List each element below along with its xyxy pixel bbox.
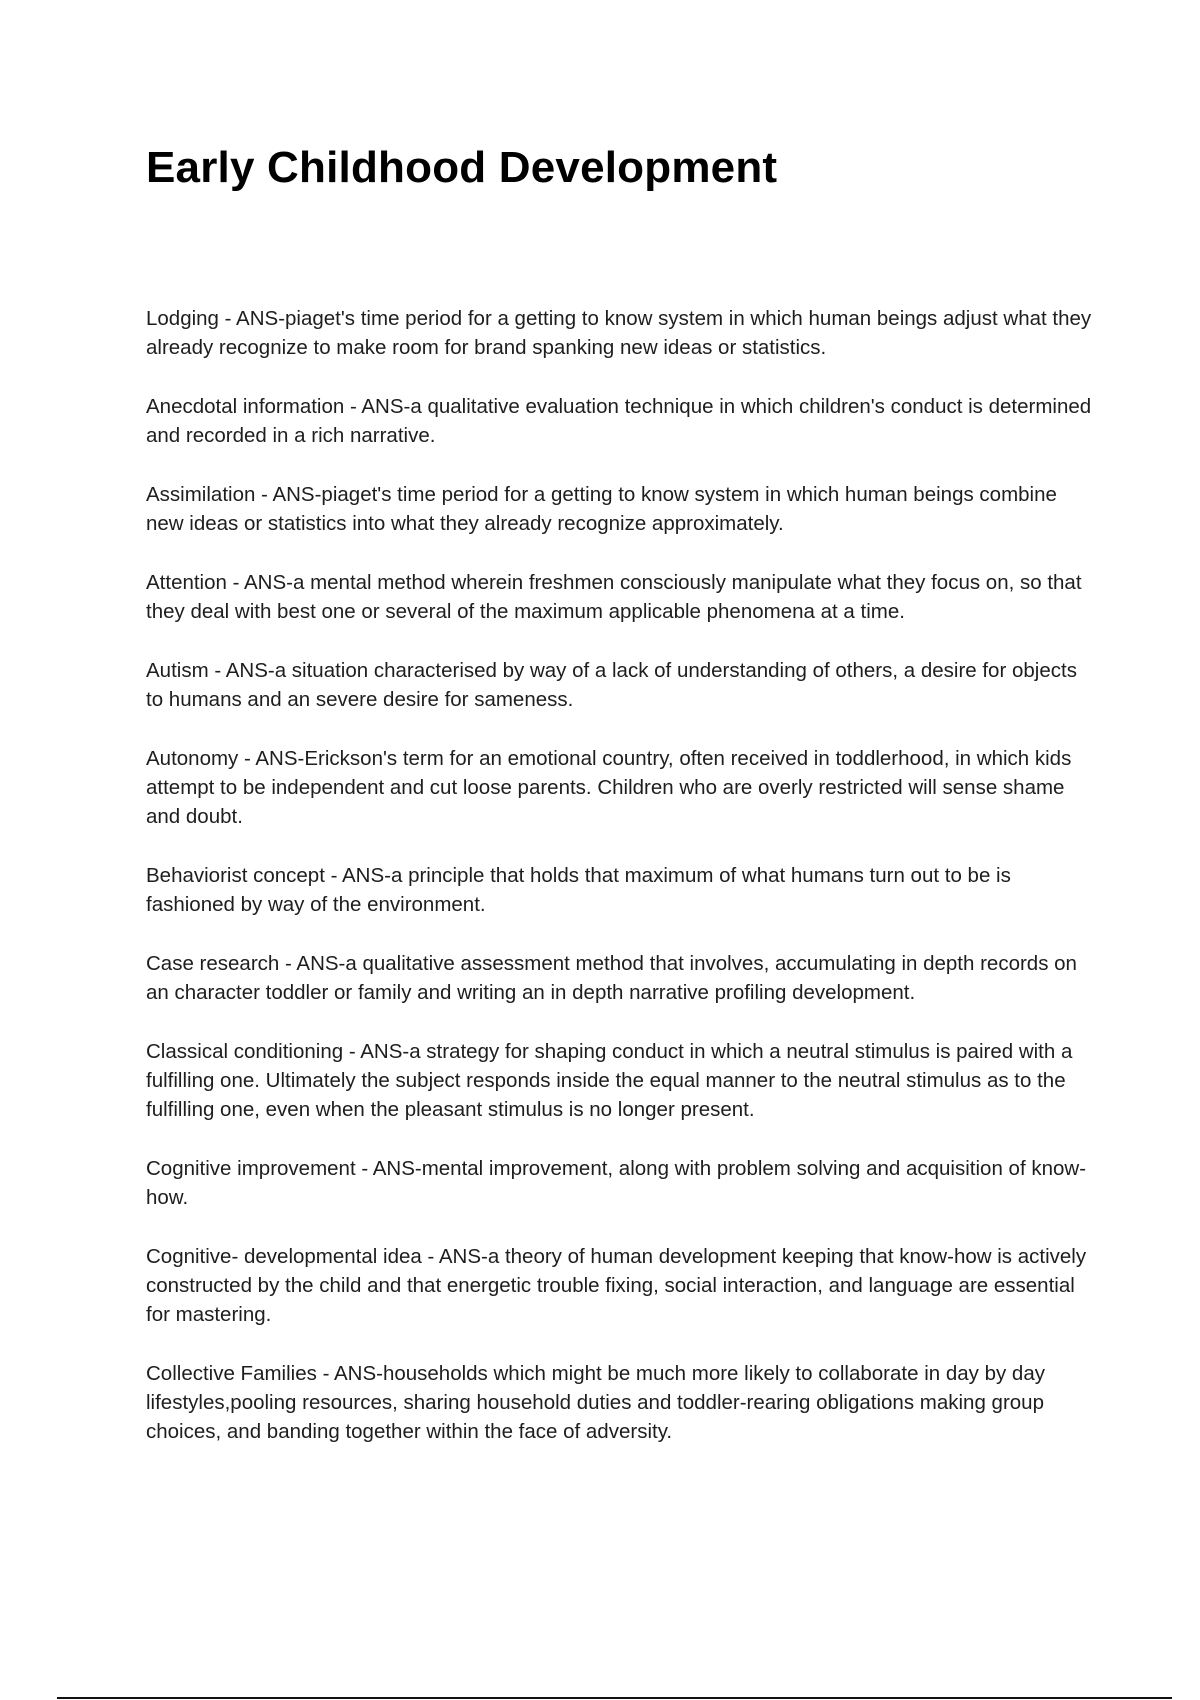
glossary-entry-anecdotal-information: Anecdotal information - ANS-a qualitative evaluation technique in which children's conduct is determined and recorded in a rich narrative. [146,395,1092,447]
glossary-entry-autonomy: Autonomy - ANS-Erickson's term for an emotional country, often received in toddlerhood, in which kids attempt to be independent and cut loose parents. Children who are overly restricted will sense shame and doubt. [146,747,1072,828]
glossary-entry-assimilation: Assimilation - ANS-piaget's time period for a getting to know system in which human beings combine new ideas or statistics into what they already recognize approximately. [146,483,1057,535]
glossary-entry-behaviorist-concept: Behaviorist concept - ANS-a principle that holds that maximum of what humans turn out to be is fashioned by way of the environment. [146,864,1011,916]
footer-divider [57,1697,1172,1699]
glossary-entry-classical-conditioning: Classical conditioning - ANS-a strategy for shaping conduct in which a neutral stimulus is paired with a fulfilling one. Ultimately the subject responds inside the equal manner to the neutral stimulus as to the fulfilling one, even when the pleasant stimulus is no longer present. [146,1040,1073,1121]
glossary-list [146,304,1096,1476]
glossary-entry-attention: Attention - ANS-a mental method wherein freshmen consciously manipulate what they focus on, so that they deal with best one or several of the maximum applicable phenomena at a time. [146,571,1082,623]
glossary-entry-case-research: Case research - ANS-a qualitative assessment method that involves, accumulating in depth records on an character toddler or family and writing an in depth narrative profiling development. [146,952,1077,1004]
glossary-entry-cognitive-developmental-idea: Cognitive- developmental idea - ANS-a theory of human development keeping that know-how is actively constructed by the child and that energetic trouble fixing, social interaction, and language are essential for mastering. [146,1245,1087,1326]
page-title: Early Childhood Development [146,143,778,192]
glossary-entry-autism: Autism - ANS-a situation characterised by way of a lack of understanding of others, a desire for objects to humans and an severe desire for sameness. [146,659,1077,711]
glossary-entry-collective-families: Collective Families - ANS-households which might be much more likely to collaborate in day by day lifestyles,pooling resources, sharing household duties and toddler-rearing obligations making group choices, and banding together within the face of adversity. [146,1362,1045,1443]
glossary-entry-lodging: Lodging - ANS-piaget's time period for a getting to know system in which human beings adjust what they already recognize to make room for brand spanking new ideas or statistics. [146,307,1092,359]
glossary-entry-cognitive-improvement: Cognitive improvement - ANS-mental improvement, along with problem solving and acquisition of know-how. [146,1157,1087,1209]
